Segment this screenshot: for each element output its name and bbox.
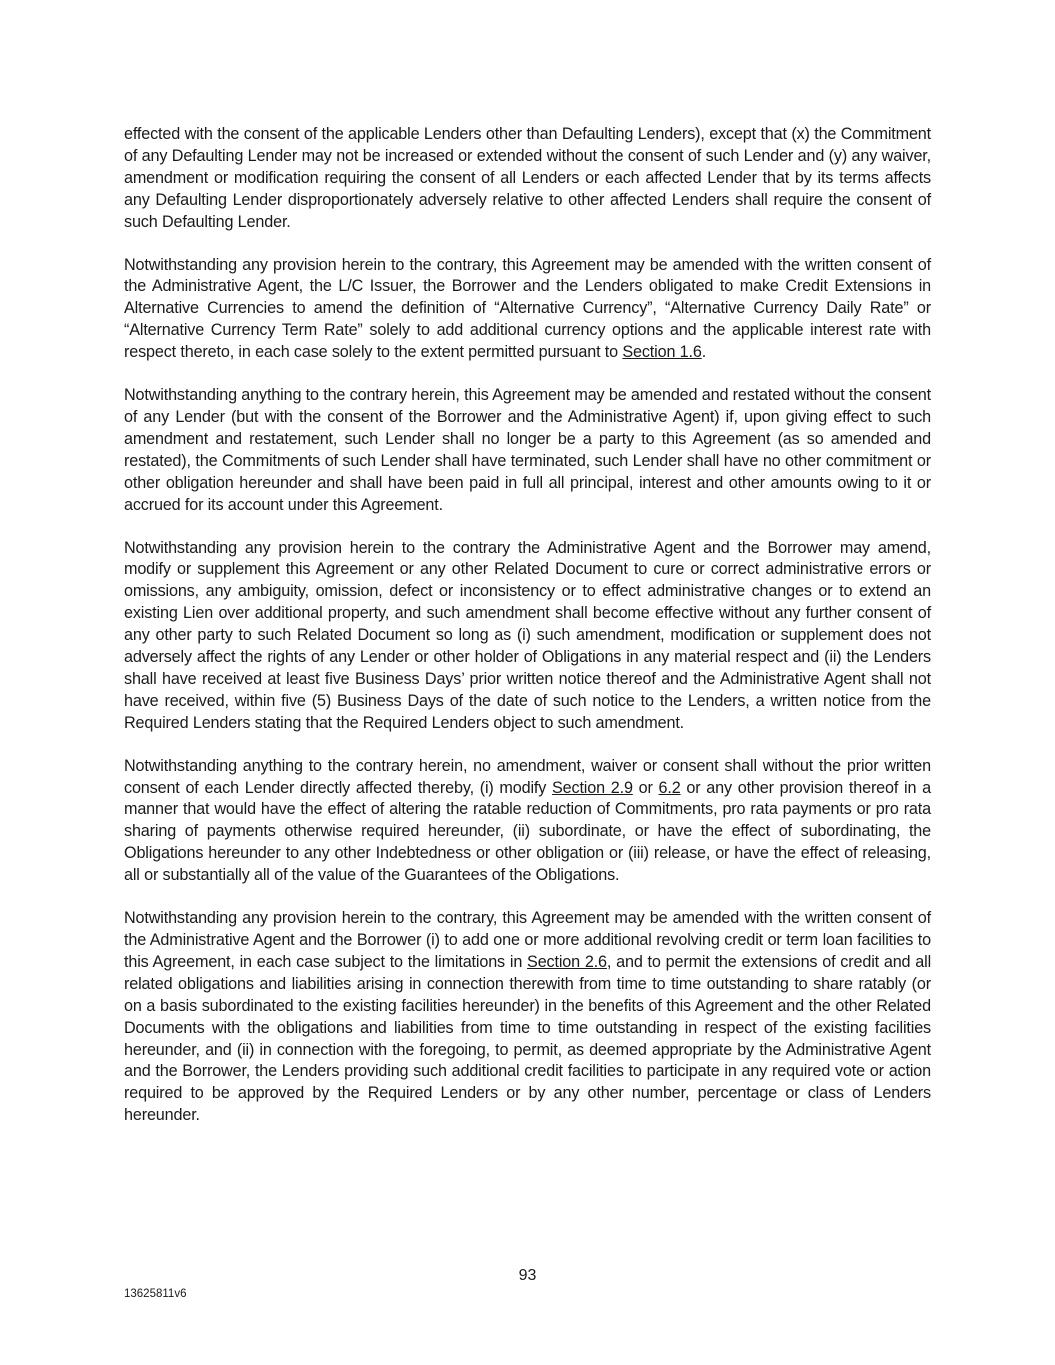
section-reference-link[interactable]: 6.2	[658, 778, 681, 797]
paragraph-text: .	[701, 343, 707, 362]
paragraph-text: Notwithstanding any provision herein to the contrary, this Agreement may be amended with the written consent of the Administrative Agent and the Borrower (i) to add one or more additional revolving credit or term loan facilities to this Agreement, in each case subject to the limitations in	[124, 909, 931, 971]
page-number: 93	[518, 1267, 537, 1284]
document-id: 13625811v6	[124, 1288, 187, 1300]
paragraph-text: or any other provision thereof in a manner that would have the effect of altering the ratable reduction of Commitments, pro rata payments or pro rata sharing of payments otherwise required hereunder, (ii) subordinate, or have the effect of subordinating, the Obligations hereunder to any other Indebtedness or other obligation or (iii) release, or have the effect of releasing, all or substantially all of the value of the Guarantees of the Obligations.	[124, 778, 931, 885]
paragraph	[124, 124, 931, 234]
paragraph-text: Notwithstanding anything to the contrary herein, no amendment, waiver or consent shall without the prior written consent of each Lender directly affected thereby, (i) modify	[124, 756, 931, 797]
paragraph-text: Notwithstanding anything to the contrary herein, this Agreement may be amended and restated without the consent of any Lender (but with the consent of the Borrower and the Administrative Agent) if, upon giving effect to such amendment and restatement, such Lender shall no longer be a party to this Agreement (as so amended and restated), the Commitments of such Lender shall have terminated, such Lender shall have no other commitment or other obligation hereunder and shall have been paid in full all principal, interest and other amounts owing to it or accrued for its account under this Agreement.	[124, 386, 931, 514]
paragraph	[124, 538, 931, 735]
paragraph	[124, 756, 931, 887]
section-reference-link[interactable]: Section 2.6	[527, 952, 607, 971]
document-body	[124, 124, 931, 1148]
paragraph-text: , and to permit the extensions of credit and all related obligations and liabilities arising in connection therewith from time to time outstanding to share ratably (or on a basis subordinated to the existing facilities hereunder) in the benefits of this Agreement and the other Related Documents with the obligations and liabilities from time to time outstanding in respect of the existing facilities hereunder, and (ii) in connection with the foregoing, to permit, as deemed appropriate by the Administrative Agent and the Borrower, the Lenders providing such additional credit facilities to participate in any required vote or action required to be approved by the Required Lenders or by any other number, percentage or class of Lenders hereunder.	[124, 952, 932, 1125]
section-reference-link[interactable]: Section 2.9	[552, 778, 633, 797]
paragraph	[124, 908, 931, 1127]
paragraph-text: Notwithstanding any provision herein to the contrary, this Agreement may be amended with the written consent of the Administrative Agent, the L/C Issuer, the Borrower and the Lenders obligated to make Credit Extensions in Alternative Currencies to amend the definition of “Alternative Currency”, “Alternative Currency Daily Rate” or “Alternative Currency Term Rate” solely to add additional currency options and the applicable interest rate with respect thereto, in each case solely to the extent permitted pursuant to	[124, 255, 931, 362]
paragraph-text: Notwithstanding any provision herein to the contrary the Administrative Agent and the Borrower may amend, modify or supplement this Agreement or any other Related Document to cure or correct administrative errors or omissions, any ambiguity, omission, defect or inconsistency or to effect administrative changes or to extend an existing Lien over additional property, and such amendment shall become effective without any further consent of any other party to such Related Document so long as (i) such amendment, modification or supplement does not adversely affect the rights of any Lender or other holder of Obligations in any material respect and (ii) the Lenders shall have received at least five Business Days’ prior written notice thereof and the Administrative Agent shall not have received, within five (5) Business Days of the date of such notice to the Lenders, a written notice from the Required Lenders stating that the Required Lenders object to such amendment.	[124, 538, 931, 732]
section-reference-link[interactable]: Section 1.6	[622, 343, 702, 362]
paragraph	[124, 255, 931, 365]
paragraph	[124, 385, 931, 516]
paragraph-text: or	[632, 778, 659, 797]
paragraph-text: effected with the consent of the applicable Lenders other than Defaulting Lenders), except that (x) the Commitment of any Defaulting Lender may not be increased or extended without the consent of such Lender and (y) any waiver, amendment or modification requiring the consent of all Lenders or each affected Lender that by its terms affects any Defaulting Lender disproportionately adversely relative to other affected Lenders shall require the consent of such Defaulting Lender.	[124, 125, 931, 231]
